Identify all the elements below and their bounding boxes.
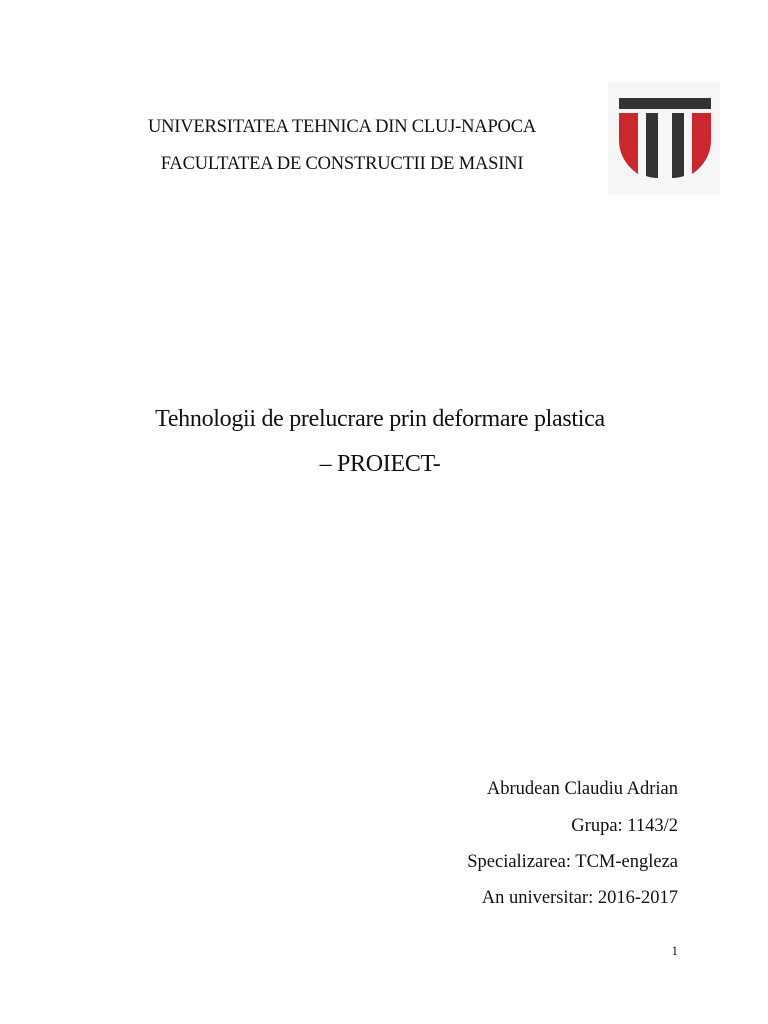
faculty-name: FACULTATEA DE CONSTRUCTII DE MASINI — [160, 154, 524, 174]
project-subtitle: – PROIECT- — [319, 451, 441, 477]
student-group: Grupa: 1143/2 — [571, 816, 678, 836]
logo-right-stem — [672, 113, 684, 178]
logo-graphic — [608, 82, 720, 194]
logo-left-stem — [646, 113, 658, 178]
logo-top-bar — [619, 98, 711, 109]
student-specialization: Specializarea: TCM-engleza — [467, 852, 678, 872]
academic-year: An universitar: 2016-2017 — [481, 888, 678, 908]
logo-left-shield — [619, 113, 638, 174]
logo-right-shield — [692, 113, 711, 174]
student-name: Abrudean Claudiu Adrian — [486, 779, 678, 799]
university-name: UNIVERSITATEA TEHNICA DIN CLUJ-NAPOCA — [147, 117, 537, 137]
university-logo-icon — [608, 82, 720, 194]
page-number: 1 — [671, 943, 678, 958]
project-title: Tehnologii de prelucrare prin deformare plastica — [155, 406, 605, 432]
